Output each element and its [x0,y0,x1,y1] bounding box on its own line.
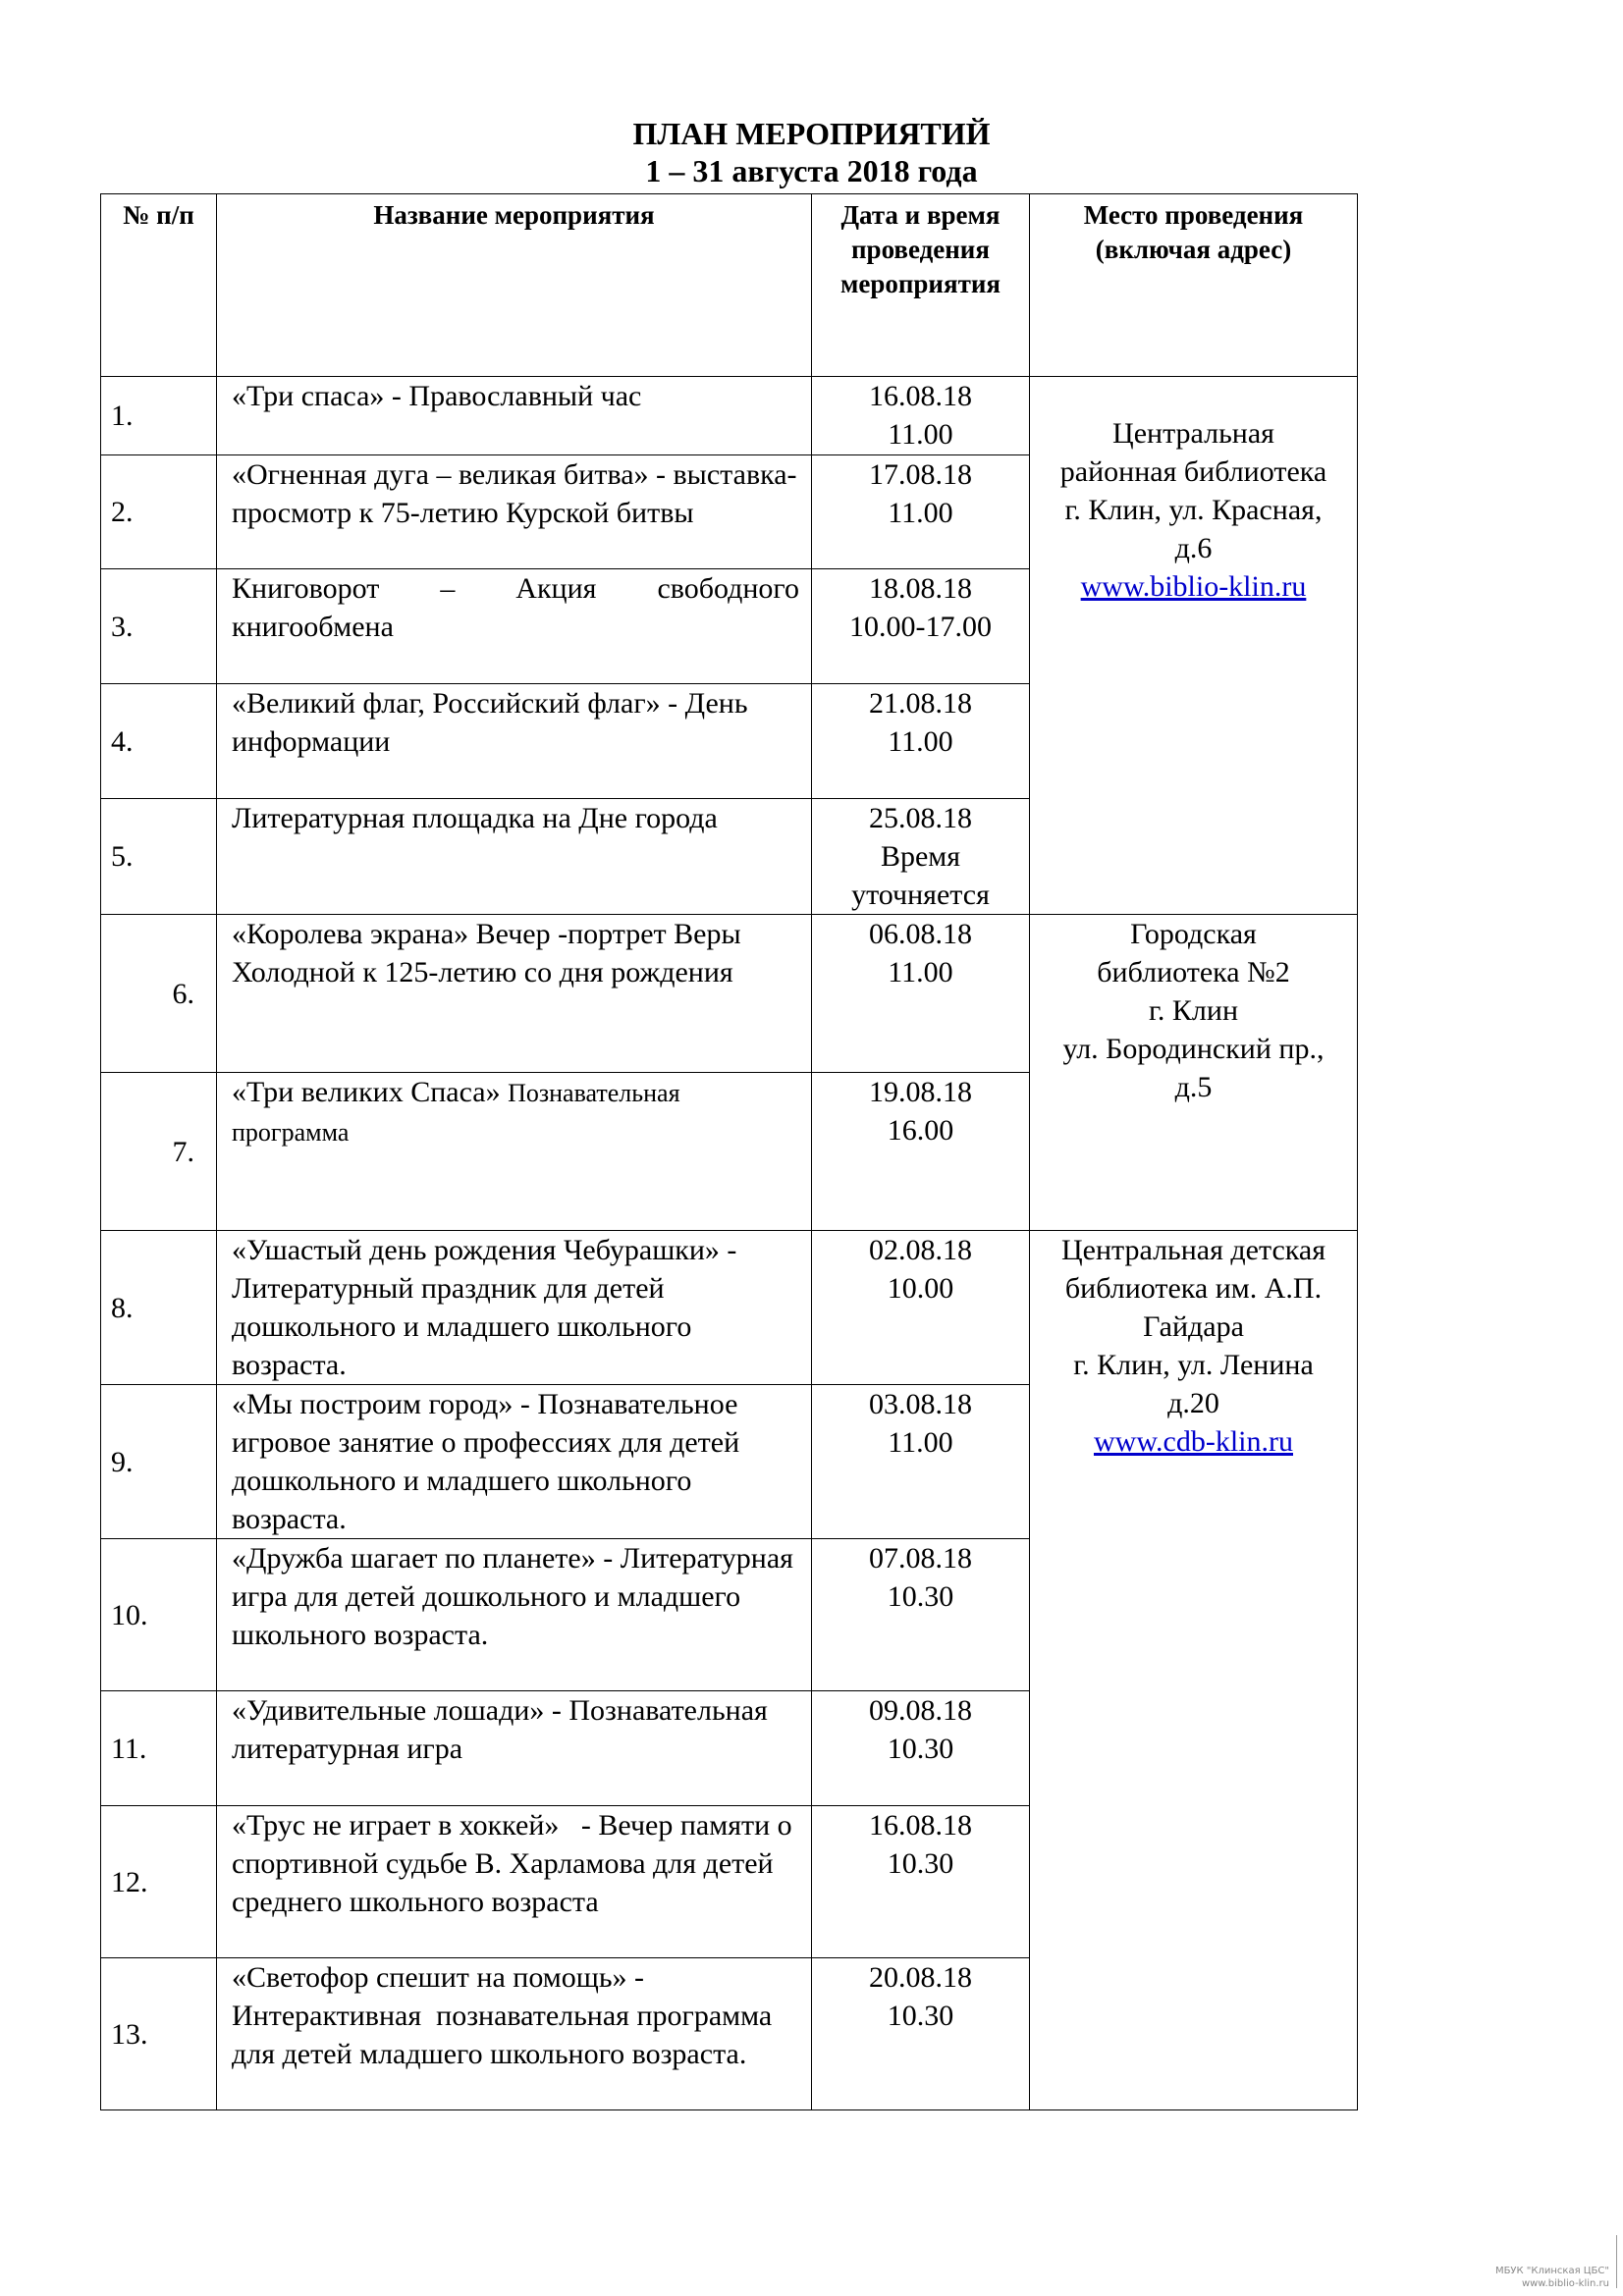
place-line: г. Клин, ул. Красная, [1064,494,1323,526]
event-name-title: «Три великих Спаса» [232,1076,501,1108]
place-line: библиотека №2 [1097,956,1290,988]
event-name: «Огненная дуга – великая битва» - выставка-просмотр к 75-летию Курской битвы [217,455,812,569]
place-line: д.20 [1167,1387,1219,1419]
event-datetime [812,684,1030,799]
event-time: 10.30 [887,1580,954,1613]
event-datetime [812,377,1030,455]
event-time: 10.30 [887,1847,954,1880]
place-line: д.5 [1174,1071,1213,1103]
row-number: 7. [101,1073,217,1231]
event-datetime [812,915,1030,1073]
event-time: 10.00 [887,1272,954,1305]
table-row [101,1231,1358,1385]
row-number: 2. [101,455,217,569]
header-name: Название мероприятия [217,194,812,377]
event-name: «Удивительные лошади» - Познавательная литературная игра [217,1691,812,1806]
place-line: Гайдара [1143,1310,1244,1343]
header-place-label: Место проведения (включая адрес) [1083,200,1304,264]
header-date [812,194,1030,377]
website-link-cdb-klin[interactable]: www.cdb-klin.ru [1093,1425,1293,1458]
table-row [101,377,1358,455]
event-date: 25.08.18 [869,802,972,834]
website-link-biblio-klin[interactable]: www.biblio-klin.ru [1080,570,1307,603]
event-time: 16.00 [887,1114,954,1147]
event-time: 11.00 [888,1426,953,1459]
event-date: 07.08.18 [869,1542,972,1575]
event-time: 11.00 [888,956,953,988]
document-subtitle: 1 – 31 августа 2018 года [645,153,978,188]
place-line: Центральная детская [1060,1234,1326,1266]
event-name [217,1073,812,1231]
event-time: 11.00 [888,497,953,529]
event-time: Время уточняется [851,840,990,911]
event-date: 19.08.18 [869,1076,972,1108]
event-date: 02.08.18 [869,1234,972,1266]
event-name: «Светофор спешит на помощь» - Интерактивная познавательная программа для детей младшего школьного возраста. [217,1958,812,2110]
event-name: «Мы построим город» - Познавательное игровое занятие о профессиях для детей дошкольного и младшего школьного возраста. [217,1385,812,1539]
event-date: 16.08.18 [869,1809,972,1842]
event-date: 18.08.18 [869,572,972,605]
table-row [101,915,1358,1073]
event-time: 11.00 [888,725,953,758]
place-cell-city-library-2 [1030,915,1358,1231]
row-number: 4. [101,684,217,799]
event-datetime [812,1231,1030,1385]
place-line: Центральная [1112,417,1274,450]
event-datetime [812,455,1030,569]
event-date: 21.08.18 [869,687,972,720]
event-name-type: Познавательная программа [232,1079,680,1147]
footer-watermark [1495,2265,1609,2290]
place-line: Городская [1130,918,1257,950]
event-name: «Королева экрана» Вечер -портрет Веры Холодной к 125-летию со дня рождения [217,915,812,1073]
event-date: 09.08.18 [869,1694,972,1727]
row-number: 1. [101,377,217,455]
footer-org: МБУК "Клинская ЦБС" [1494,2266,1609,2276]
event-name: «Три спаса» - Православный час [217,377,812,455]
row-number: 12. [101,1806,217,1958]
event-datetime [812,1073,1030,1231]
event-date: 20.08.18 [869,1961,972,1994]
event-datetime [812,1806,1030,1958]
event-name: «Трус не играет в хоккей» - Вечер памяти о спортивной судьбе В. Харламова для детей среднего школьного возраста [217,1806,812,1958]
events-table [100,193,1358,2110]
header-place [1030,194,1358,377]
event-datetime [812,1539,1030,1691]
event-name: «Дружба шагает по планете» - Литературная игра для детей дошкольного и младшего школьного возраста. [217,1539,812,1691]
event-datetime [812,1691,1030,1806]
row-number: 10. [101,1539,217,1691]
place-line: д.6 [1174,532,1213,564]
event-date: 16.08.18 [869,380,972,412]
event-time: 11.00 [888,418,953,451]
row-number: 8. [101,1231,217,1385]
row-number: 6. [101,915,217,1073]
event-name: Книговорот – Акция свободного книгообмена [217,569,812,684]
event-datetime [812,569,1030,684]
event-date: 06.08.18 [869,918,972,950]
footer-site: www.biblio-klin.ru [1521,2278,1609,2289]
place-cell-children-library [1030,1231,1358,2110]
event-datetime [812,1385,1030,1539]
table-header-row [101,194,1358,377]
place-cell-central-library [1030,377,1358,915]
event-date: 17.08.18 [869,458,972,491]
header-date-label: Дата и время проведения мероприятия [839,200,1001,298]
row-number: 5. [101,799,217,915]
document-title: ПЛАН МЕРОПРИЯТИЙ [632,116,991,151]
event-time: 10.00-17.00 [849,611,992,643]
place-line: г. Клин [1148,994,1238,1027]
header-num: № п/п [101,194,217,377]
event-datetime [812,799,1030,915]
place-line: г. Клин, ул. Ленина [1073,1349,1314,1381]
event-time: 10.30 [887,1733,954,1765]
place-line: библиотека им. А.П. [1064,1272,1323,1305]
event-name: «Ушастый день рождения Чебурашки» - Литературный праздник для детей дошкольного и младшего школьного возраста. [217,1231,812,1385]
event-time: 10.30 [887,2000,954,2032]
place-line: районная библиотека [1059,455,1327,488]
event-date: 03.08.18 [869,1388,972,1420]
event-name: Литературная площадка на Дне города [217,799,812,915]
row-number: 11. [101,1691,217,1806]
row-number: 9. [101,1385,217,1539]
place-line: ул. Бородинский пр., [1062,1033,1325,1065]
row-number: 13. [101,1958,217,2110]
row-number: 3. [101,569,217,684]
event-datetime [812,1958,1030,2110]
event-name: «Великий флаг, Российский флаг» - День информации [217,684,812,799]
footer-divider [1616,2235,1617,2288]
